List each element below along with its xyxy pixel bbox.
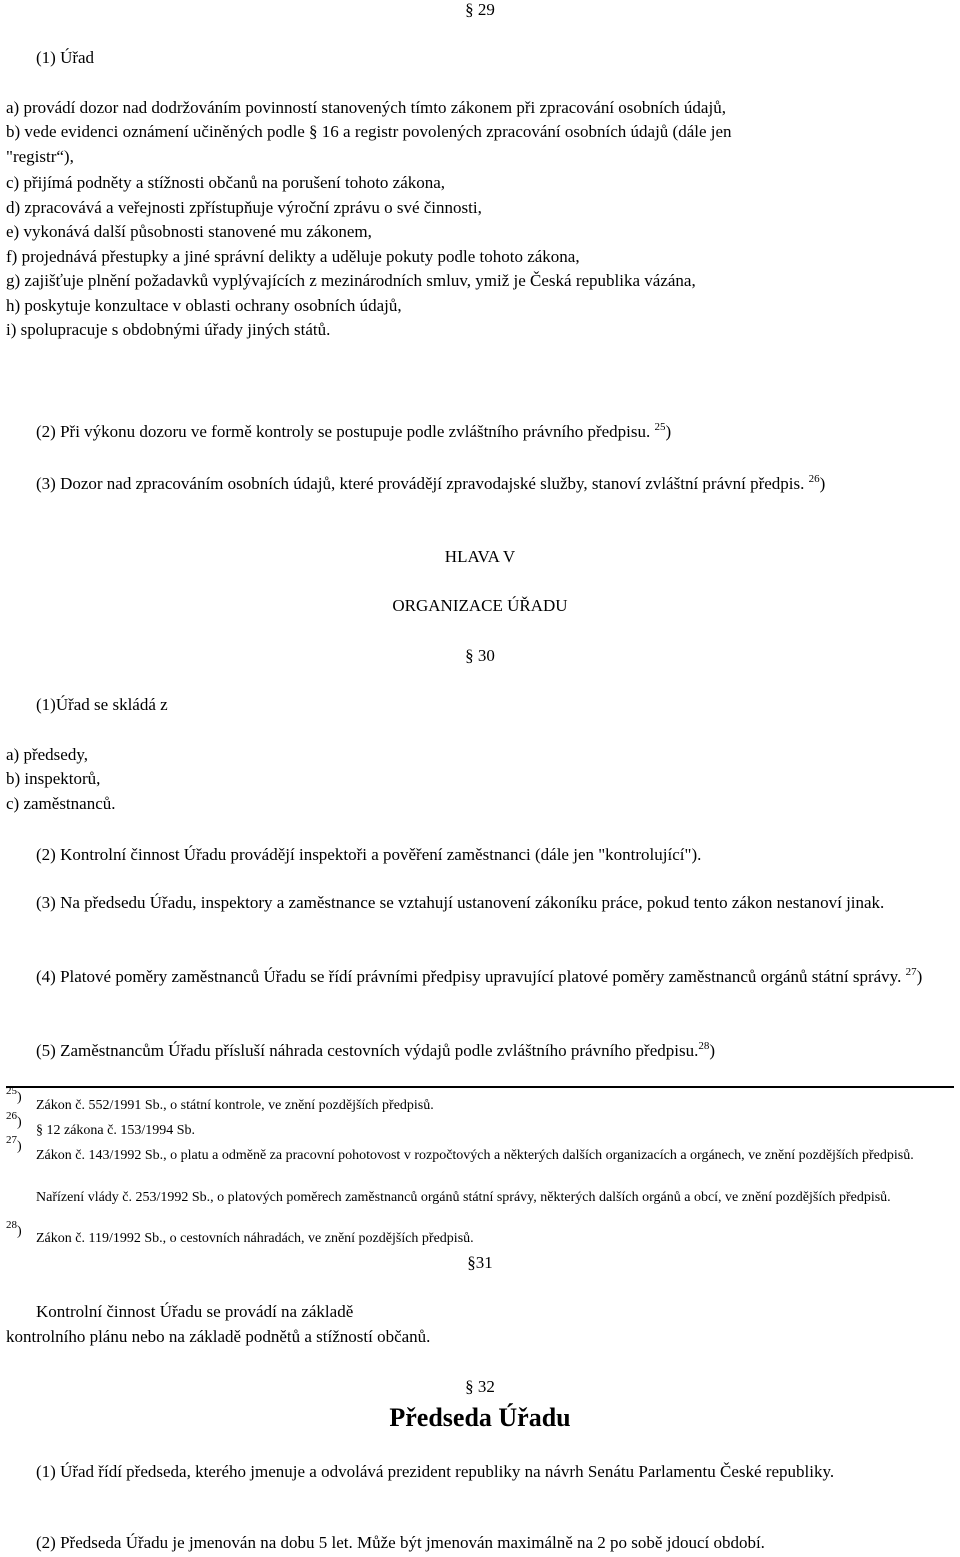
footnote-25-marker: $^{25}$) <box>6 1085 22 1105</box>
footnote-25-text: Zákon č. 552/1991 Sb., o státní kontrole, ve znění pozdějších předpisů. <box>36 1098 434 1113</box>
sec30-item-c: c) zaměstnanců. <box>6 794 116 813</box>
sec30-para4-text: (4) Platové poměry zaměstnanců Úřadu se řídí právními předpisy upravující platové poměry zaměstnanců orgánů státní správy. <box>36 967 902 986</box>
sec29-item-g: g) zajišťuje plnění požadavků vyplývajících z mezinárodních smluv, ymiž je Česká republika vázána, <box>6 271 696 290</box>
sec30-para4: (4) Platové poměry zaměstnanců Úřadu se řídí právními předpisy upravující platové poměry zaměstnanců orgánů státní správy. $^{27}$) <box>36 966 923 986</box>
sec31-line-2: kontrolního plánu nebo na základě podnětů a stížností občanů. <box>6 1327 431 1346</box>
sec30-para5: (5) Zaměstnancům Úřadu přísluší náhrada cestovních výdajů podle zvláštního právního předpisu.$^{28}$) <box>36 1040 716 1060</box>
sec30-item-a: a) předsedy, <box>6 745 88 764</box>
footnote-27-marker: $^{27}$) <box>6 1134 22 1154</box>
sec29-item-b-cont: "registr“), <box>6 147 74 166</box>
sec29-para2-text: (2) Při výkonu dozoru ve formě kontroly se postupuje podle zvláštního právního předpisu. <box>36 422 651 441</box>
footnote-27-text-2: Nařízení vlády č. 253/1992 Sb., o platových poměrech zaměstnanců orgánů státní správy, některých dalších orgánů a obcí, ve znění pozdějších předpisů. <box>36 1190 891 1205</box>
sec30-item-b: b) inspektorů, <box>6 769 101 788</box>
sec29-item-b: b) vede evidenci oznámení učiněných podle § 16 a registr povolených zpracování osobních údajů (dále jen <box>6 122 732 141</box>
sec30-para1-label: (1)Úřad se skládá z <box>36 695 168 714</box>
sec29-item-e: e) vykonává další působnosti stanovené mu zákonem, <box>6 222 372 241</box>
sec29-item-h: h) poskytuje konzultace v oblasti ochrany osobních údajů, <box>6 296 402 315</box>
section-32-number: § 32 <box>465 1377 495 1396</box>
footnote-27-text-1: Zákon č. 143/1992 Sb., o platu a odměně za pracovní pohotovost v rozpočtových a některých dalších organizacích a orgánech, ve znění pozdějších předpisů. <box>36 1148 914 1163</box>
footnote-28-text: Zákon č. 119/1992 Sb., o cestovních náhradách, ve znění pozdějších předpisů. <box>36 1231 474 1246</box>
sec32-para1-text: (1) Úřad řídí předseda, kterého jmenuje a odvolává prezident republiky na návrh Senátu Parlamentu České republiky. <box>36 1462 835 1481</box>
footnote-25-number: 25 <box>6 1085 17 1097</box>
footnote-ref-26[interactable]: 26 <box>808 473 820 485</box>
sec29-item-d: d) zpracovává a veřejnosti zpřístupňuje výroční zprávu o své činnosti, <box>6 198 482 217</box>
sec32-para2: (2) Předseda Úřadu je jmenován na dobu 5 let. Může být jmenován maximálně na 2 po sobě jdoucí období. <box>36 1533 765 1552</box>
sec32-para1 <box>6 1460 954 1484</box>
footnote-ref-28[interactable]: 28 <box>698 1040 710 1052</box>
chapter-title: HLAVA V <box>444 547 516 566</box>
footnote-28-number: 28 <box>6 1219 17 1231</box>
footnote-ref-25[interactable]: 25 <box>654 421 666 433</box>
footnote-27-number: 27 <box>6 1134 17 1146</box>
sec29-para3-text: (3) Dozor nad zpracováním osobních údajů, které provádějí zpravodajské služby, stanoví zvláštní právní předpis. <box>36 474 805 493</box>
sec29-item-c: c) přijímá podněty a stížnosti občanů na porušení tohoto zákona, <box>6 173 446 192</box>
sec30-para3 <box>6 891 954 915</box>
section-29-number: § 29 <box>465 0 495 19</box>
section-31-number: §31 <box>467 1253 493 1272</box>
chapter-subtitle: ORGANIZACE ÚŘADU <box>392 596 568 615</box>
footnote-ref-27[interactable]: 27 <box>905 966 917 978</box>
sec29-para2: (2) Při výkonu dozoru ve formě kontroly se postupuje podle zvláštního právního předpisu. $^{25}$) <box>36 421 672 441</box>
sec29-para3: (3) Dozor nad zpracováním osobních údajů, které provádějí zpravodajské služby, stanoví zvláštní právní předpis. $^{26}$) <box>36 473 826 493</box>
sec31-line-1: Kontrolní činnost Úřadu se provádí na základě <box>36 1302 354 1321</box>
sec29-item-a: a) provádí dozor nad dodržováním povinností stanovených tímto zákonem při zpracování osobních údajů, <box>6 98 726 117</box>
footnote-26-text: § 12 zákona č. 153/1994 Sb. <box>36 1123 196 1138</box>
sec29-para1-label: (1) Úřad <box>36 48 95 67</box>
sec30-para2: (2) Kontrolní činnost Úřadu provádějí inspektoři a pověření zaměstnanci (dále jen "kontrolující"). <box>36 845 702 864</box>
footnote-28-marker: $^{28}$) <box>6 1219 22 1239</box>
footnote-26-marker: $^{26}$) <box>6 1110 22 1130</box>
section-32-heading: Předseda Úřadu <box>389 1403 571 1432</box>
section-30-number: § 30 <box>465 646 495 665</box>
footnote-26-number: 26 <box>6 1110 17 1122</box>
footnote-separator <box>6 1086 954 1088</box>
sec29-item-i: i) spolupracuje s obdobnými úřady jiných států. <box>6 320 331 339</box>
sec30-para3-text: (3) Na předsedu Úřadu, inspektory a zaměstnance se vztahují ustanovení zákoníku práce, pokud tento zákon nestanoví jinak. <box>36 893 885 912</box>
sec29-item-f: f) projednává přestupky a jiné správní delikty a uděluje pokuty podle tohoto zákona, <box>6 247 580 266</box>
sec30-para5-text: (5) Zaměstnancům Úřadu přísluší náhrada cestovních výdajů podle zvláštního právního předpisu. <box>36 1041 699 1060</box>
